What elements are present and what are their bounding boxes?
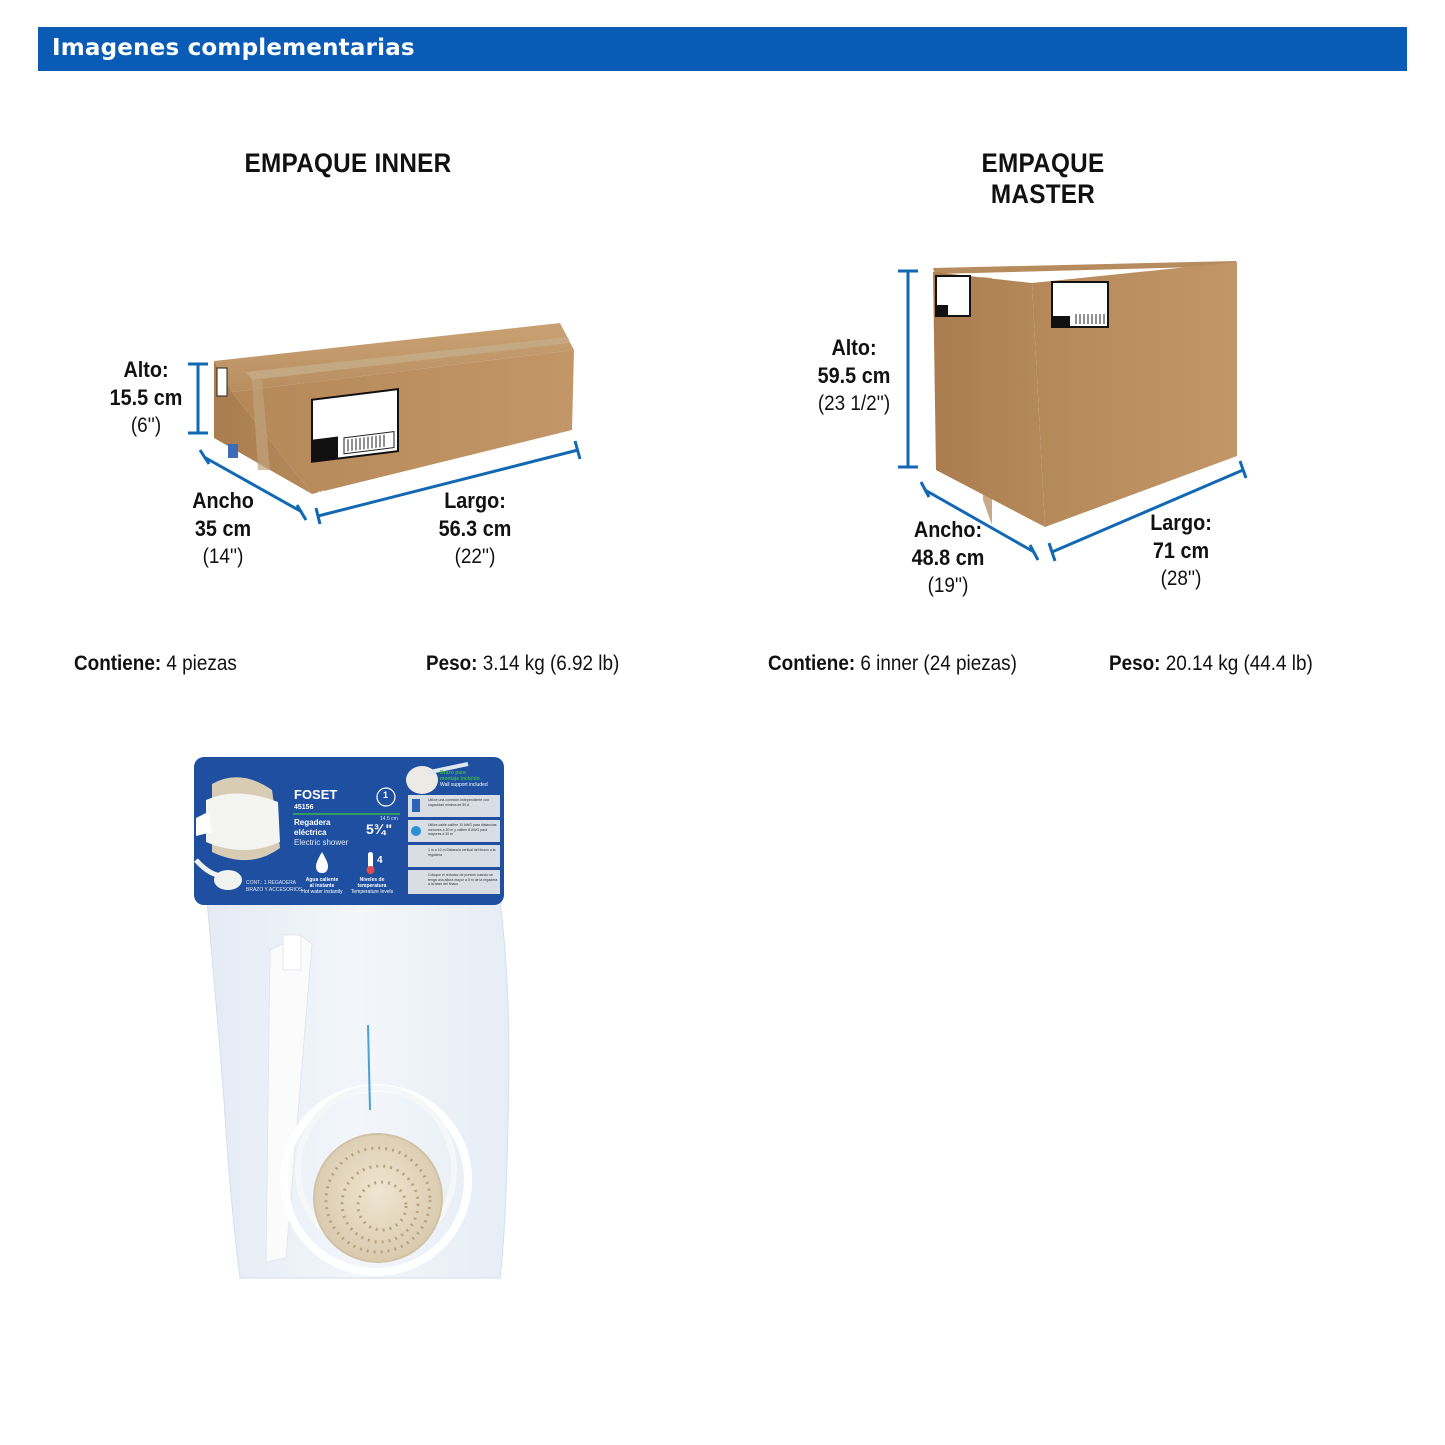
- inner-largo-label: Largo: 56.3 cm (22''): [438, 488, 512, 568]
- feature-hot-water: Agua caliente al instante Hot water instantly: [301, 877, 343, 895]
- temp-levels: 4: [377, 855, 383, 866]
- master-alto-label: Alto: 59.5 cm (23 1/2''): [817, 335, 891, 415]
- inner-weight: Peso: 3.14 kg (6.92 lb): [426, 652, 620, 675]
- install-tip-4: Coloque el reductor de presión cuando se tenga una altura mayor a 5 m de la regadera a la base del tinaco: [428, 873, 498, 886]
- master-largo-label: Largo: 71 cm (28''): [1150, 510, 1212, 590]
- install-tip-3: 1 m a 10 m Distancia vertical del tinaco a la regadera: [428, 848, 496, 857]
- product-size-in: 5¾": [366, 821, 393, 837]
- svg-text:45156: 45156: [316, 487, 339, 500]
- thermometer-icon: [368, 852, 373, 868]
- product-name-en: Electric shower: [294, 838, 349, 847]
- inner-contents: Contiene: 4 piezas: [74, 652, 237, 675]
- inner-alto-label: Alto: 15.5 cm (6''): [109, 357, 183, 437]
- product-size-cm: 14.5 cm: [380, 816, 398, 822]
- inner-package-heading: EMPAQUE INNER: [244, 148, 452, 178]
- wall-support-note: Brazo para montaje incluido Wall support included: [440, 770, 488, 788]
- install-tip-2: Utilice cable calibre 10 AWG para distancias menores a 30 m y calibre 8 AWG para mayores a 30 m: [428, 823, 497, 836]
- master-package-heading: EMPAQUE MASTER: [981, 148, 1105, 209]
- warranty-badge: 1: [383, 790, 389, 800]
- product-code: 45156: [294, 804, 314, 811]
- master-weight: Peso: 20.14 kg (44.4 lb): [1109, 652, 1313, 675]
- master-box-image: [933, 261, 1237, 527]
- inner-ancho-label: Ancho 35 cm (14''): [192, 488, 254, 568]
- feature-temp-levels: Niveles de temperatura Temperature levels: [350, 877, 394, 895]
- section-title: Imagenes complementarias: [52, 35, 415, 61]
- package-contents: CONT.: 1 REGADERA BRAZO Y ACCESORIOS: [246, 880, 303, 893]
- inner-box-image: [214, 323, 574, 499]
- master-ancho-label: Ancho: 48.8 cm (19''): [911, 517, 985, 597]
- product-name-es-1: Regadera: [294, 818, 331, 827]
- master-contents: Contiene: 6 inner (24 piezas): [768, 652, 1017, 675]
- install-tip-1: Utilice una conexión independiente con capacidad mínima de 50 A: [428, 798, 489, 807]
- product-name-es-2: eléctrica: [294, 828, 327, 837]
- foset-logo: FOSET: [294, 787, 338, 802]
